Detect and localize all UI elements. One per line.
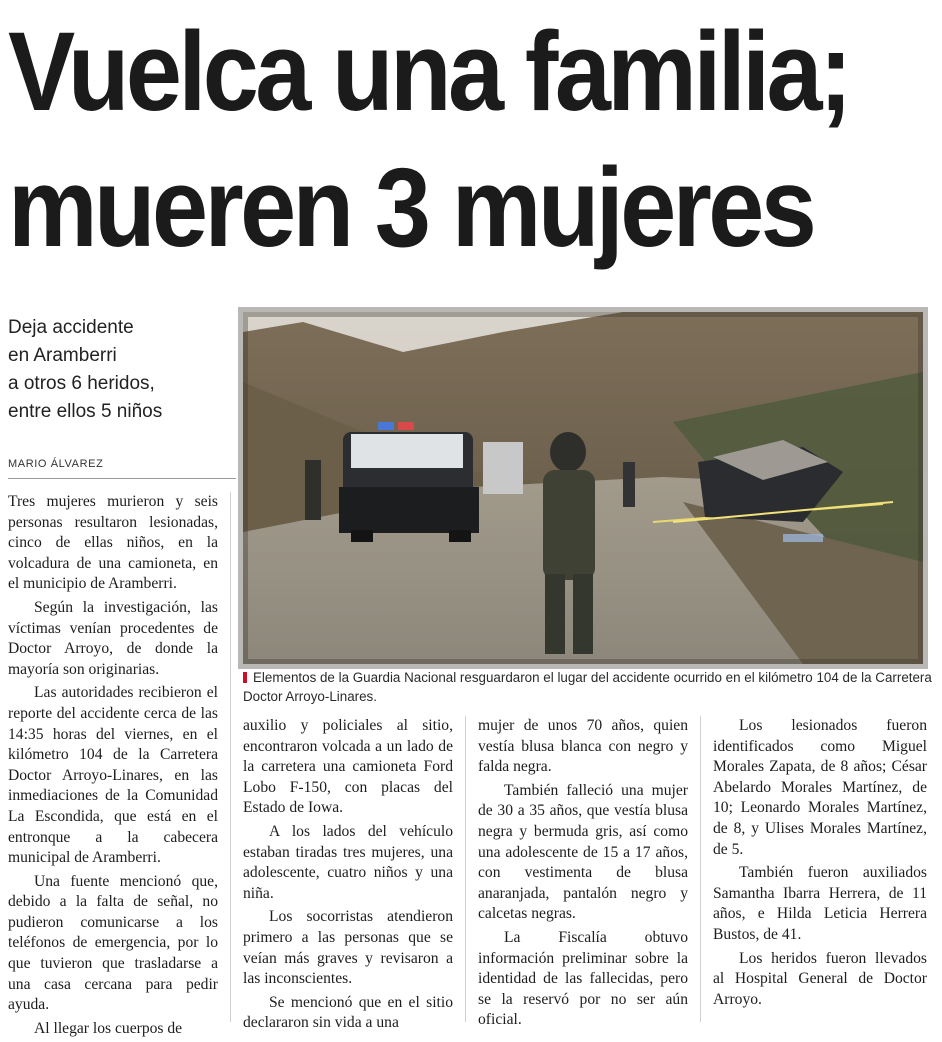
paragraph: Las autoridades recibieron el reporte del accidente cerca de las 14:35 horas del viernes, en el kilómetro 104 de la Carretera Doctor Arroyo-Linares, en las inmediaciones de la Comunidad La Escondida, que está en el entronque a la cabecera municipal de Aramberri. — [8, 684, 218, 867]
column-divider — [700, 716, 701, 1022]
deck-subheadline — [8, 314, 236, 426]
column-divider — [465, 716, 466, 1022]
paragraph: Una fuente mencionó que, debido a la falta de señal, no pudieron comunicarse a los teléfonos de emergencia, por lo que tuvieron que trasladarse a una casa cercana para pedir ayuda. — [8, 872, 218, 1014]
paragraph: mujer de unos 70 años, quien vestía blusa blanca con negro y falda negra. — [478, 717, 688, 776]
body-column-1 — [8, 492, 218, 1042]
paragraph: Los lesionados fueron identificados como Miguel Morales Zapata, de 8 años; César Abelardo Morales Martínez, de 10; Leonardo Morales Martínez, de 8, y Ulises Morales Martínez, de 5. — [713, 717, 927, 858]
body-column-3 — [478, 716, 688, 1034]
photo-caption — [243, 668, 933, 706]
paragraph: Al llegar los cuerpos de — [34, 1019, 183, 1037]
deck-line: entre ellos 5 niños — [8, 401, 163, 422]
paragraph: La Fiscalía obtuvo información preliminar sobre la identidad de las fallecidas, pero se la reservó por no ser aún oficial. — [478, 928, 688, 1029]
news-photo — [243, 312, 923, 664]
accident-scene-image — [243, 312, 923, 664]
caption-text: Elementos de la Guardia Nacional resguardaron el lugar del accidente ocurrido en el kilómetro 104 de la Carretera Doctor Arroyo-Linares. — [243, 670, 932, 704]
byline-divider — [8, 478, 236, 479]
paragraph: También fueron auxiliados Samantha Ibarra Herrera, de 11 años, e Hilda Leticia Herrera Bustos, de 41. — [713, 864, 927, 943]
deck-line: a otros 6 heridos, — [8, 373, 155, 394]
body-column-2 — [243, 716, 453, 1037]
body-column-4 — [713, 716, 927, 1013]
deck-line: Deja accidente — [8, 317, 134, 338]
paragraph: auxilio y policiales al sitio, encontraron volcada a un lado de la carretera una camioneta Ford Lobo F-150, con placas del Estado de Iowa. — [243, 717, 453, 817]
paragraph: Se mencionó que en el sitio declararon sin vida a una — [243, 993, 453, 1032]
paragraph: Los socorristas atendieron primero a las personas que se veían más graves y revisaron a las inconscientes. — [243, 908, 453, 988]
headline-line-1: Vuelca una familia; — [8, 9, 849, 134]
paragraph: Según la investigación, las víctimas venían procedentes de Doctor Arroyo, de donde la mayoría son originarias. — [8, 598, 218, 678]
headline — [8, 4, 849, 276]
headline-line-2: mueren 3 mujeres — [8, 145, 814, 270]
paragraph: A los lados del vehículo estaban tiradas tres mujeres, una adolescente, cuatro niños y una niña. — [243, 822, 453, 902]
column-divider — [230, 492, 231, 1022]
paragraph: Los heridos fueron llevados al Hospital General de Doctor Arroyo. — [713, 949, 927, 1008]
byline: MARIO ÁLVAREZ — [8, 458, 104, 470]
paragraph: Tres mujeres murieron y seis personas resultaron lesionadas, cinco de ellas niños, en la volcadura de una camioneta, en el municipio de Aramberri. — [8, 493, 218, 593]
caption-marker — [243, 672, 247, 683]
deck-line: en Aramberri — [8, 345, 117, 366]
paragraph: También falleció una mujer de 30 a 35 años, que vestía blusa negra y bermuda gris, así como una adolescente de 15 a 17 años, con vestimenta de blusa anaranjada, pantalón negro y calcetas negras. — [478, 781, 688, 923]
